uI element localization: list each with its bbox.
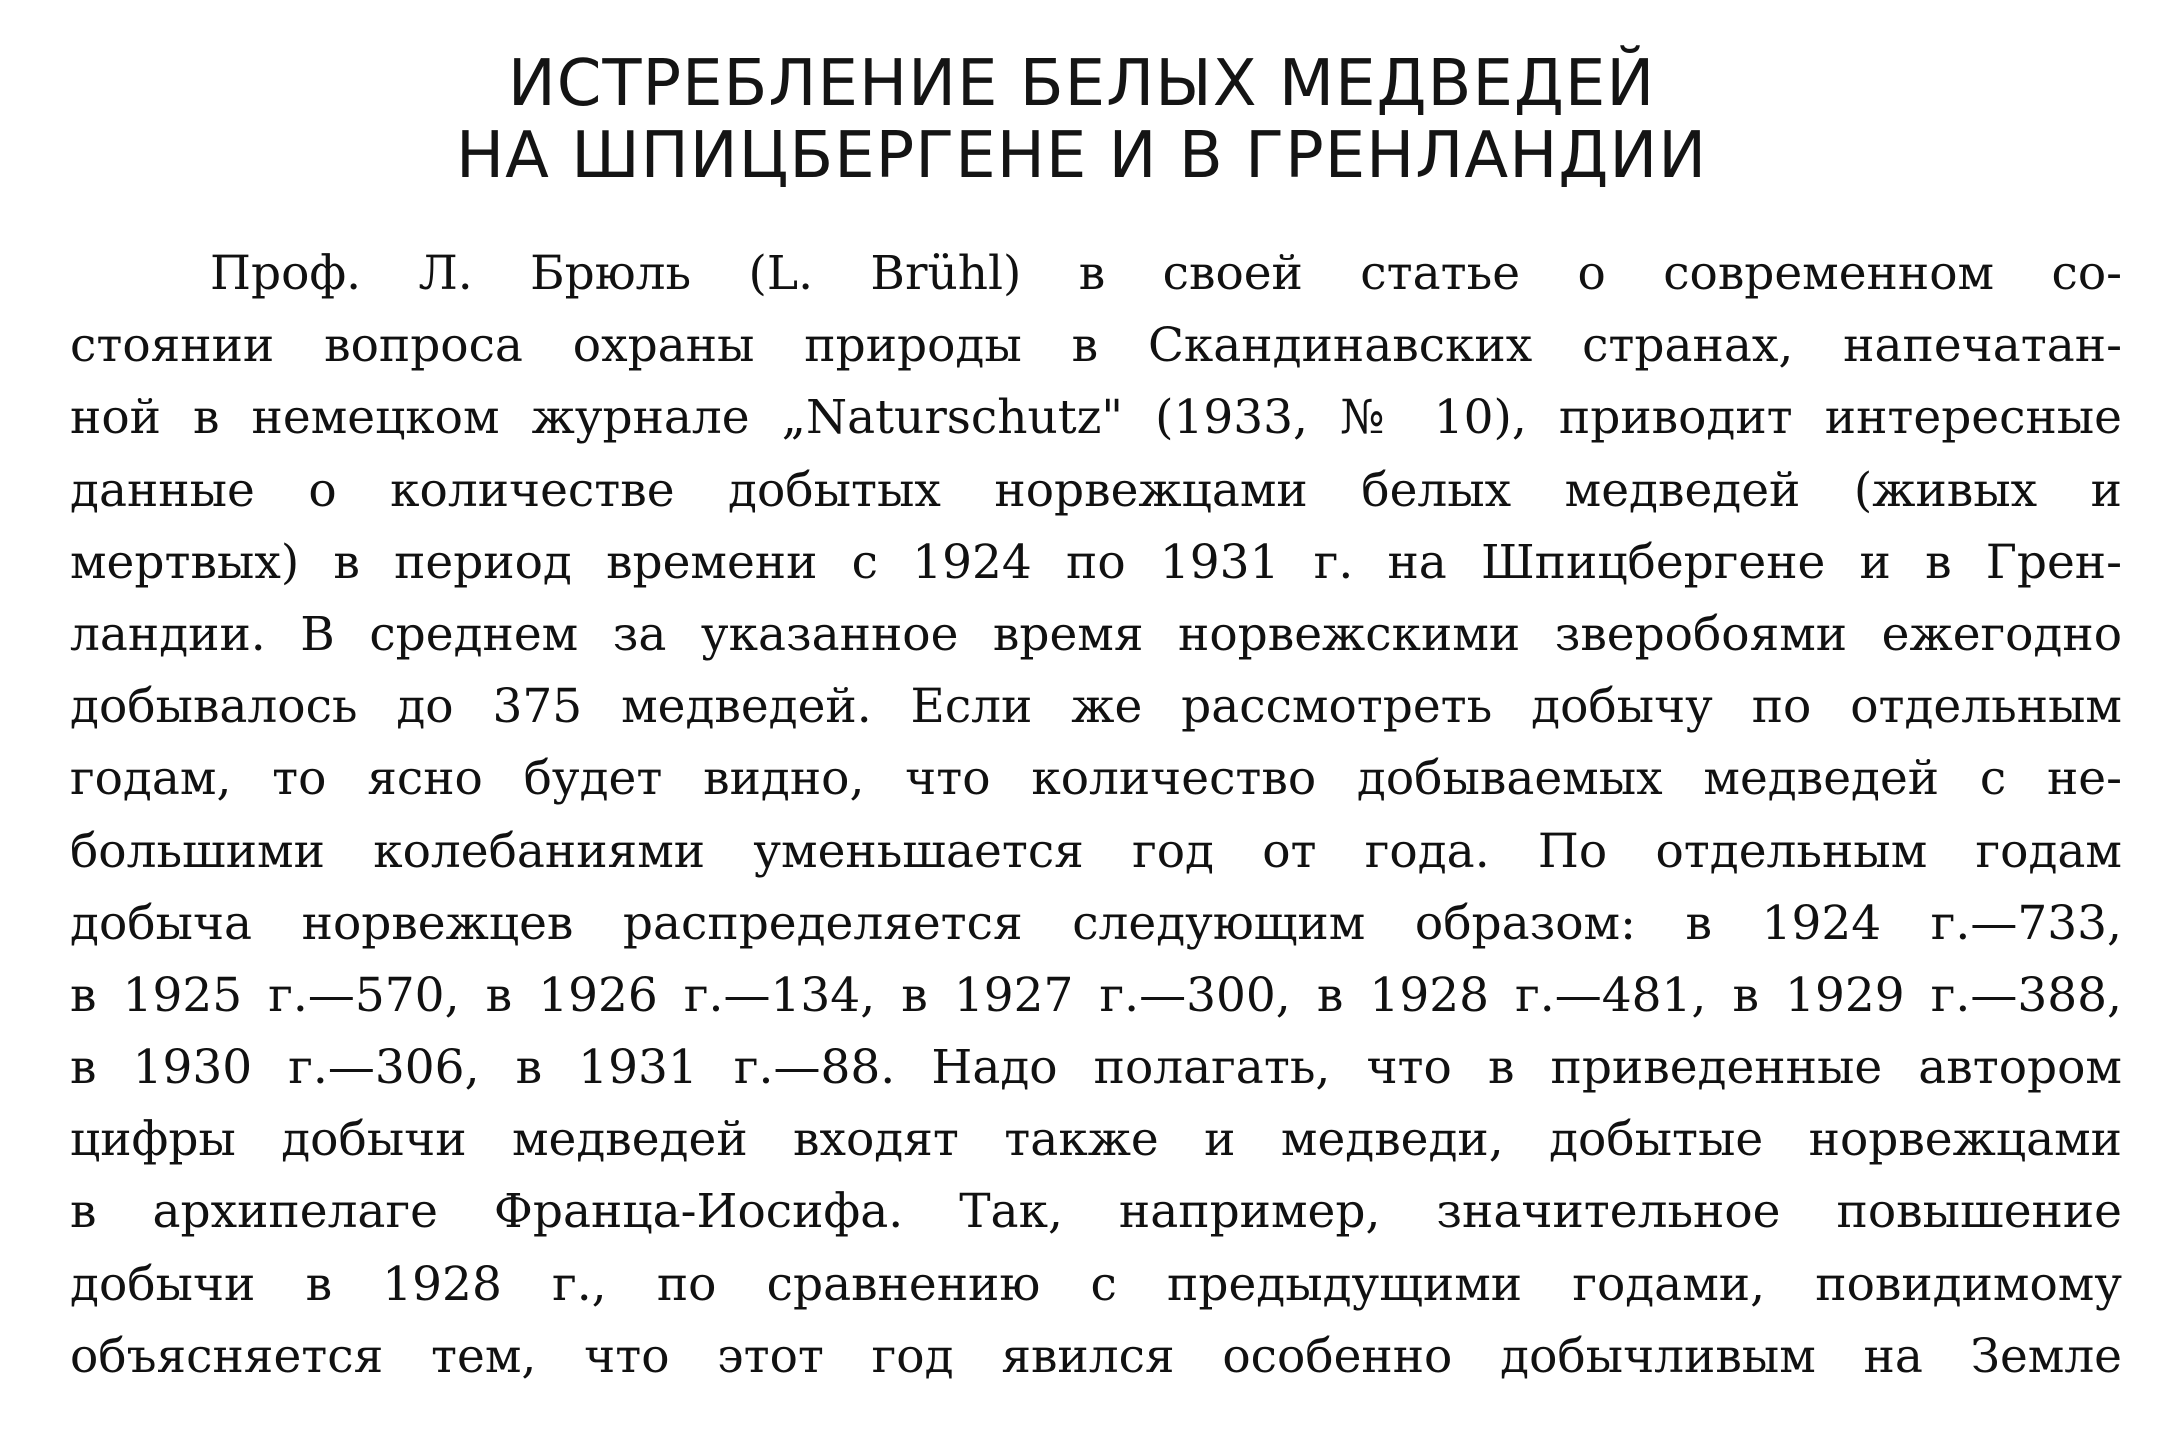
article-body (70, 238, 2122, 1393)
body-line: в 1925 г.—570, в 1926 г.—134, в 1927 г.—300, в 1928 г.—481, в 1929 г.—388, (70, 967, 2122, 1023)
body-line: в архипелаге Франца-Иосифа. Так, например, значительное повышение (70, 1184, 2122, 1240)
body-line: стоянии вопроса охраны природы в Скандинавских странах, напечатан- (70, 318, 2122, 374)
body-line: ной в немецком журнале „Naturschutz" (1933, № 10), приводит интересные (70, 390, 2122, 446)
body-line: добыча норвежцев распределяется следующим образом: в 1924 г.—733, (70, 895, 2122, 951)
body-line: ландии. В среднем за указанное время норвежскими зверобоями ежегодно (70, 606, 2122, 662)
body-line: объясняется тем, что этот год явился особенно добычливым на Земле (70, 1328, 2122, 1384)
body-line: годам, то ясно будет видно, что количество добываемых медведей с не- (70, 751, 2122, 807)
body-line: в 1930 г.—306, в 1931 г.—88. Надо полагать, что в приведенные автором (70, 1040, 2122, 1096)
body-line: большими колебаниями уменьшается год от года. По отдельным годам (70, 823, 2122, 879)
article-title-line-2: НА ШПИЦБЕРГЕНЕ И В ГРЕНЛАНДИИ (455, 119, 1708, 193)
body-line: цифры добычи медведей входят также и медведи, добытые норвежцами (70, 1112, 2122, 1168)
body-line: добывалось до 375 медведей. Если же рассмотреть добычу по отдельным (70, 679, 2122, 735)
body-line: Проф. Л. Брюль (L. Brühl) в своей статье о современном со- (210, 246, 2122, 301)
article-title-line-1: ИСТРЕБЛЕНИЕ БЕЛЫХ МЕДВЕДЕЙ (507, 47, 1656, 121)
body-line: данные о количестве добытых норвежцами белых медведей (живых и (70, 462, 2122, 518)
body-line: добычи в 1928 г., по сравнению с предыдущими годами, повидимому (70, 1256, 2122, 1312)
body-line: мертвых) в период времени с 1924 по 1931 г. на Шпицбергене и в Грен- (70, 534, 2122, 590)
